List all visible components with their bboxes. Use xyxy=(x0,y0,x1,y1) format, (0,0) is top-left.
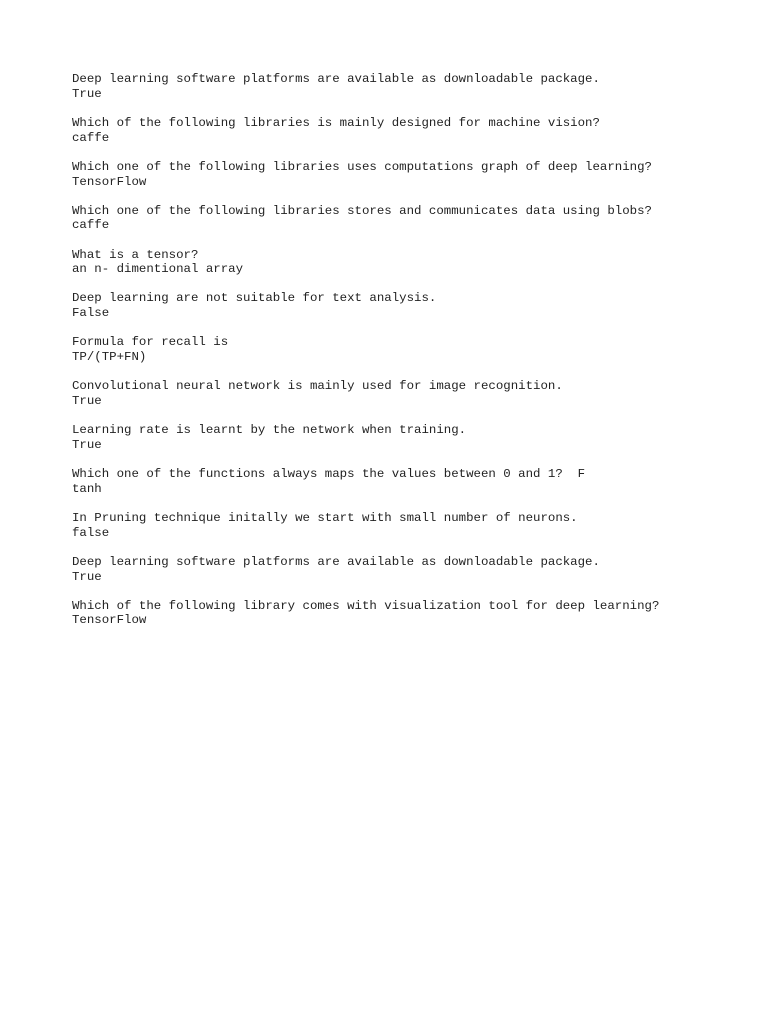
qa-item xyxy=(72,599,752,629)
qa-item xyxy=(72,248,752,278)
answer-text: false xyxy=(72,525,110,540)
question-text: Which one of the following libraries uses computations graph of deep learning? xyxy=(72,159,652,174)
answer-text: TensorFlow xyxy=(72,174,147,189)
qa-item xyxy=(72,467,752,497)
qa-item xyxy=(72,423,752,453)
question-text: Which of the following libraries is mainly designed for machine vision? xyxy=(72,115,600,130)
qa-item xyxy=(72,379,752,409)
question-text: Which of the following library comes with visualization tool for deep learning? xyxy=(72,598,660,613)
question-text: What is a tensor? xyxy=(72,247,199,262)
qa-item xyxy=(72,511,752,541)
question-text: Convolutional neural network is mainly used for image recognition. xyxy=(72,379,563,394)
answer-text: True xyxy=(72,437,102,452)
qa-item xyxy=(72,555,752,585)
question-text: Deep learning software platforms are available as downloadable package. xyxy=(72,554,600,569)
qa-item xyxy=(72,160,752,190)
answer-text: TP/(TP+FN) xyxy=(72,350,147,365)
question-text: Deep learning software platforms are available as downloadable package. xyxy=(72,72,600,86)
question-text: Deep learning are not suitable for text analysis. xyxy=(72,291,437,306)
qa-list xyxy=(72,72,752,643)
question-text: Which one of the following libraries stores and communicates data using blobs? xyxy=(72,203,652,218)
answer-text: True xyxy=(72,569,102,584)
qa-item xyxy=(72,291,752,321)
answer-text: caffe xyxy=(72,130,110,145)
question-text: Formula for recall is xyxy=(72,335,229,350)
question-text: Learning rate is learnt by the network when training. xyxy=(72,423,467,438)
answer-text: caffe xyxy=(72,218,110,233)
answer-text: False xyxy=(72,306,110,321)
qa-item xyxy=(72,335,752,365)
answer-text: tanh xyxy=(72,481,102,496)
answer-text: an n- dimentional array xyxy=(72,262,244,277)
question-text: In Pruning technique initally we start with small number of neurons. xyxy=(72,510,578,525)
qa-item xyxy=(72,72,752,102)
answer-text: True xyxy=(72,86,102,101)
answer-text: True xyxy=(72,394,102,409)
qa-item xyxy=(72,204,752,234)
question-text: Which one of the functions always maps the values between 0 and 1? F xyxy=(72,467,586,482)
answer-text: TensorFlow xyxy=(72,613,147,628)
qa-item xyxy=(72,116,752,146)
